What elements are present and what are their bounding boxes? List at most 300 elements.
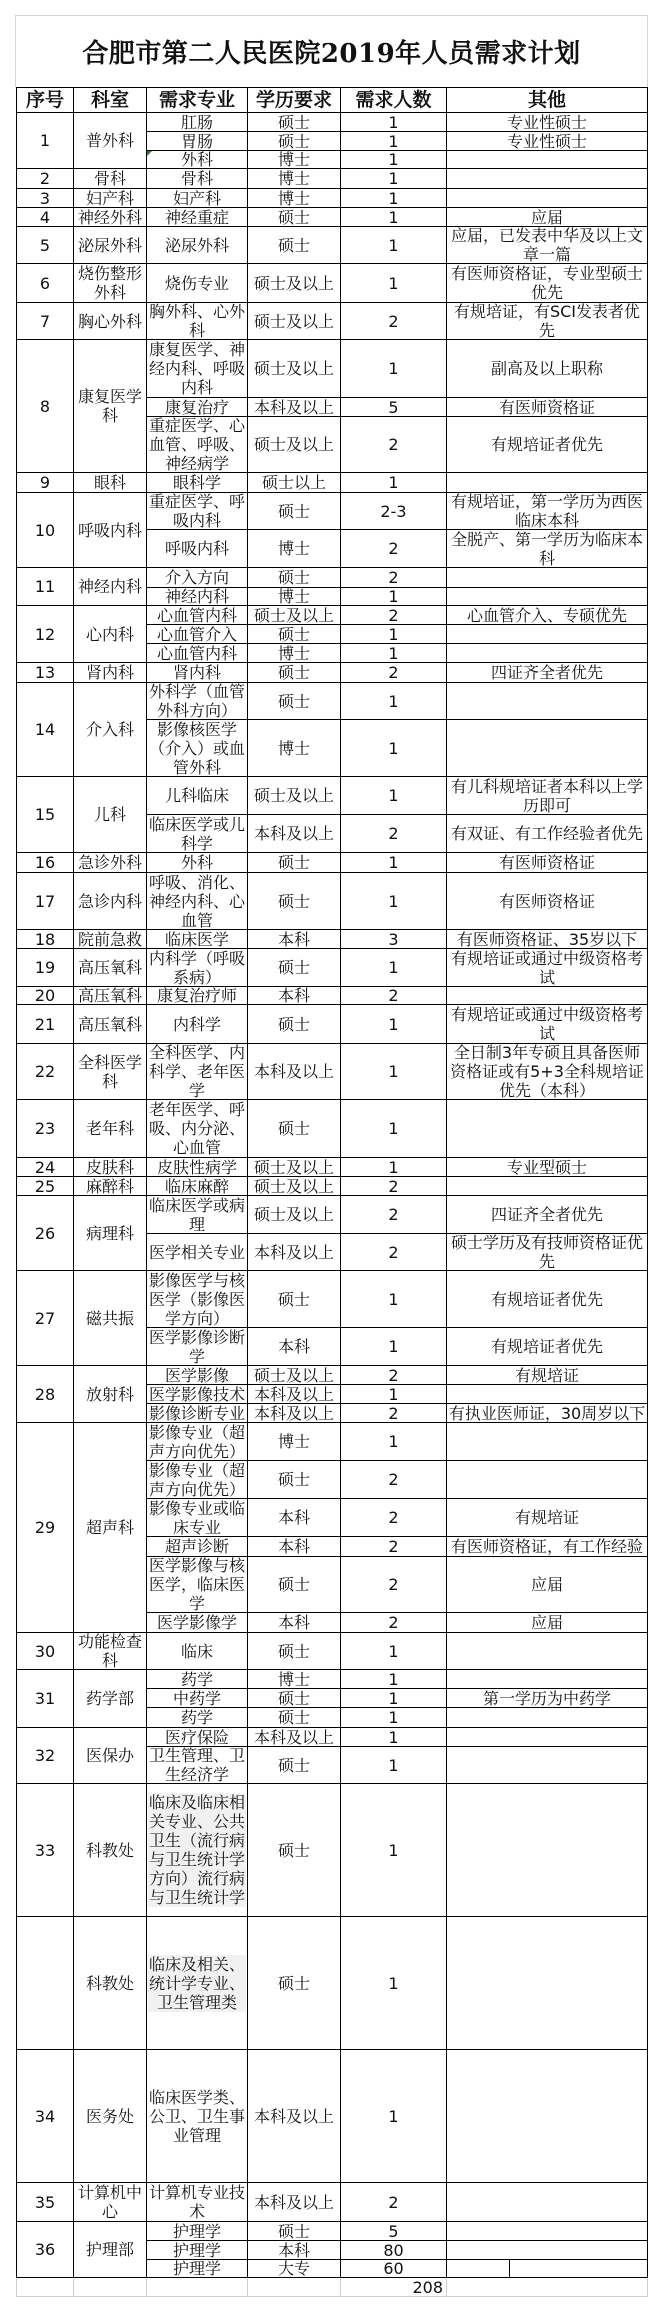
cell-other: 有执业医师证，30周岁以下: [447, 1404, 648, 1423]
cell-major: 心血管内科: [147, 644, 248, 663]
cell-other: 四证齐全者优先: [447, 1196, 648, 1234]
cell-degree: 硕士: [248, 1689, 341, 1708]
cell-major: [147, 151, 248, 169]
cell-major-text: 临床及相关、统计学专业、卫生管理类: [148, 1954, 245, 2012]
cell-degree: 硕士: [248, 625, 341, 644]
cell-degree: 硕士及以上: [248, 1366, 341, 1385]
cell-major: 泌尿外科: [147, 227, 248, 264]
cell-serial-no: 36: [17, 2222, 74, 2278]
cell-degree: 硕士: [248, 1100, 341, 1158]
cell-other: [447, 2222, 648, 2241]
cell-serial-no: 20: [17, 987, 74, 1005]
cell-major: 医学影像: [147, 1366, 248, 1385]
cell-major: 心血管内科: [147, 606, 248, 625]
cell-other: [447, 1633, 648, 1670]
cell-department: 计算机中心: [74, 2183, 147, 2222]
cell-count: 5: [341, 2222, 447, 2241]
cell-serial-no: 33: [17, 1784, 74, 1917]
cell-degree: 硕士及以上: [248, 417, 341, 473]
cell-other: 副高及以上职称: [447, 340, 648, 398]
cell-other: 应届: [447, 1613, 648, 1633]
cell-other: 专业性硕士: [447, 132, 648, 151]
cell-department: 医务处: [74, 2050, 147, 2183]
cell-serial-no: 24: [17, 1158, 74, 1177]
cell-degree: 硕士及以上: [248, 340, 341, 398]
total-count: 208: [341, 2278, 447, 2297]
cell-count: 1: [341, 949, 447, 987]
cell-department: 科教处: [74, 1917, 147, 2050]
cell-major: 医学相关专业: [147, 1234, 248, 1271]
cell-count: 2: [341, 568, 447, 588]
cell-other: 全日制3年专硕且具备医师资格证或有5+3全科规培证优先（本科）: [447, 1044, 648, 1100]
cell-count: 1: [341, 1158, 447, 1177]
cell-degree: 本科: [248, 1328, 341, 1366]
cell-serial-no: 10: [17, 493, 74, 568]
cell-department: 泌尿外科: [74, 227, 147, 264]
cell-count: 2: [341, 1557, 447, 1613]
cell-degree: 博士: [248, 1670, 341, 1689]
cell-serial-no: 21: [17, 1005, 74, 1044]
header-count: 需求人数: [341, 88, 447, 113]
cell-count: 1: [341, 625, 447, 644]
cell-other: 心血管介入、专硕优先: [447, 606, 648, 625]
cell-department: 病理科: [74, 1196, 147, 1271]
cell-serial-no: 2: [17, 169, 74, 189]
cell-major: 老年医学、呼吸、内分泌、心血管: [147, 1100, 248, 1158]
cell-other: 有规培证: [447, 1499, 648, 1537]
cell-other: 有医师资格证: [447, 853, 648, 873]
cell-department: 磁共振: [74, 1271, 147, 1366]
cell-major: 皮肤性病学: [147, 1158, 248, 1177]
cell-degree: 硕士及以上: [248, 1177, 341, 1196]
cell-degree: 硕士: [248, 873, 341, 930]
cell-major: 临床医学类、公卫、卫生事业管理: [147, 2050, 248, 2183]
cell-degree: 本科: [248, 2241, 341, 2260]
cell-major: 神经内科: [147, 588, 248, 606]
cell-count: 1: [341, 1728, 447, 1747]
header-serial-no: 序号: [17, 88, 74, 113]
cell-major: 医学影像诊断学: [147, 1328, 248, 1366]
cell-count: 1: [341, 1708, 447, 1728]
cell-other: 有规培证者优先: [447, 417, 648, 473]
cell-count: 1: [341, 208, 447, 227]
cell-count: 2: [341, 1177, 447, 1196]
cell-other: [447, 1100, 648, 1158]
cell-serial-no: 7: [17, 303, 74, 340]
cell-count: 1: [341, 340, 447, 398]
total-cell-empty: [248, 2278, 341, 2297]
cell-count: 1: [341, 1689, 447, 1708]
cell-other: [447, 2183, 648, 2222]
cell-major: 康复治疗: [147, 398, 248, 417]
cell-other: [447, 720, 648, 777]
cell-degree: 硕士: [248, 1461, 341, 1499]
cell-other: 专业性硕士: [447, 113, 648, 132]
cell-other: [447, 1385, 648, 1404]
cell-degree: 本科及以上: [248, 1728, 341, 1747]
cell-department: 胸心外科: [74, 303, 147, 340]
cell-count: 1: [341, 720, 447, 777]
cell-degree: 本科及以上: [248, 1385, 341, 1404]
cell-count: 1: [341, 1784, 447, 1917]
cell-degree: 硕士及以上: [248, 264, 341, 303]
cell-serial-no: 23: [17, 1100, 74, 1158]
cell-serial-no: 28: [17, 1366, 74, 1423]
cell-count: 1: [341, 1747, 447, 1784]
cell-major: 肛肠: [147, 113, 248, 132]
cell-count: 1: [341, 189, 447, 208]
cell-other: 有医师资格证: [447, 873, 648, 930]
cell-other: [447, 588, 648, 606]
cell-serial-no: 31: [17, 1670, 74, 1728]
cell-count: 2: [341, 1366, 447, 1385]
cell-count: 1: [341, 1328, 447, 1366]
cell-serial-no: 17: [17, 873, 74, 930]
cell-count: 1: [341, 1633, 447, 1670]
cell-degree: 博士: [248, 189, 341, 208]
cell-department: 高压氧科: [74, 1005, 147, 1044]
cell-count: 1: [341, 873, 447, 930]
cell-count: 2: [341, 530, 447, 568]
cell-major: 医疗保险: [147, 1728, 248, 1747]
cell-major: 医学影像技术: [147, 1385, 248, 1404]
cell-other: 全脱产、第一学历为临床本科: [447, 530, 648, 568]
cell-degree: 硕士: [248, 663, 341, 683]
cell-major: 胸外科、心外科: [147, 303, 248, 340]
cell-major: 外科学（血管外科方向）: [147, 683, 248, 720]
cell-department: 护理部: [74, 2222, 147, 2278]
cell-other: 应届，已发表中华及以上文章一篇: [447, 227, 648, 264]
cell-major-text: 外科: [180, 151, 213, 169]
cell-degree: 大专: [248, 2260, 341, 2278]
cell-major: 临床: [147, 1633, 248, 1670]
cell-count: 1: [341, 1385, 447, 1404]
cell-other: [447, 2241, 648, 2260]
cell-major: 眼科学: [147, 473, 248, 493]
cell-other: 有规培证，第一学历为西医临床本科: [447, 493, 648, 530]
cell-other: [447, 987, 648, 1005]
cell-major: 内科学（呼吸系病）: [147, 949, 248, 987]
cell-major: 影像医学与核医学（影像医学方向）: [147, 1271, 248, 1328]
cell-degree: 硕士: [248, 1005, 341, 1044]
cell-degree: 硕士及以上: [248, 777, 341, 815]
cell-degree: 本科: [248, 1537, 341, 1557]
cell-count: 5: [341, 398, 447, 417]
cell-degree: 硕士及以上: [248, 1196, 341, 1234]
cell-other: [447, 1461, 648, 1499]
cell-major-text: 临床及临床相关专业、公共卫生（流行病与卫生统计学方向）流行病与卫生统计学: [148, 1793, 245, 1907]
cell-other: 有医师资格证，专业型硕士优先: [447, 264, 648, 303]
cell-degree: 硕士: [248, 227, 341, 264]
cell-other: [447, 1747, 648, 1784]
cell-serial-no: 25: [17, 1177, 74, 1196]
cell-count: 1: [341, 113, 447, 132]
cell-count: 1: [341, 1044, 447, 1100]
cell-serial-no: 12: [17, 606, 74, 663]
cell-count: 1: [341, 1917, 447, 2050]
cell-major: 临床医学或病理: [147, 1196, 248, 1234]
cell-degree: 本科: [248, 1499, 341, 1537]
cell-serial-no: 3: [17, 189, 74, 208]
cell-degree: 硕士: [248, 2222, 341, 2241]
cell-major: 药学: [147, 1708, 248, 1728]
cell-count: 2: [341, 606, 447, 625]
cell-count: 1: [341, 644, 447, 663]
cell-major: 烧伤专业: [147, 264, 248, 303]
cell-other: 应届: [447, 1557, 648, 1613]
cell-other: 有规培证或通过中级资格考试: [447, 1005, 648, 1044]
cell-major: 药学: [147, 1670, 248, 1689]
cell-degree: 本科: [248, 1613, 341, 1633]
cell-serial-no: [17, 1917, 74, 2050]
cell-other: 有医师资格证，有工作经验: [447, 1537, 648, 1557]
cell-count: 3: [341, 930, 447, 949]
cell-count: 2: [341, 2183, 447, 2222]
cell-count: 1: [341, 1100, 447, 1158]
cell-major: 康复医学、神经内科、呼吸内科: [147, 340, 248, 398]
cell-degree: 博士: [248, 644, 341, 663]
cell-serial-no: 35: [17, 2183, 74, 2222]
cell-department: 眼科: [74, 473, 147, 493]
cell-other: [447, 1177, 648, 1196]
cell-other: [447, 189, 648, 208]
cell-degree: 博士: [248, 151, 341, 169]
cell-serial-no: 13: [17, 663, 74, 683]
cell-other: 四证齐全者优先: [447, 663, 648, 683]
cell-degree: 博士: [248, 530, 341, 568]
cell-major: 重症医学、心血管、呼吸、神经病学: [147, 417, 248, 473]
cell-degree: 博士: [248, 588, 341, 606]
cell-other: 应届: [447, 208, 648, 227]
total-cell-empty: [447, 2278, 648, 2297]
cell-major: 胃肠: [147, 132, 248, 151]
total-cell-empty: [17, 2278, 74, 2297]
cell-count: 80: [341, 2241, 447, 2260]
cell-other: [447, 568, 648, 588]
cell-degree: 硕士: [248, 493, 341, 530]
cell-serial-no: 26: [17, 1196, 74, 1271]
cell-serial-no: 16: [17, 853, 74, 873]
cell-degree: 硕士: [248, 949, 341, 987]
cell-degree: 硕士: [248, 1784, 341, 1917]
cell-department: 高压氧科: [74, 987, 147, 1005]
cell-serial-no: 6: [17, 264, 74, 303]
cell-major: 卫生管理、卫生经济学: [147, 1747, 248, 1784]
cell-count: 1: [341, 777, 447, 815]
cell-degree: 硕士: [248, 1917, 341, 2050]
cell-major: 外科: [147, 853, 248, 873]
cell-major: 呼吸内科: [147, 530, 248, 568]
cell-serial-no: 34: [17, 2050, 74, 2183]
cell-degree: 博士: [248, 1423, 341, 1461]
cell-count: 2: [341, 1461, 447, 1499]
cell-department: 急诊外科: [74, 853, 147, 873]
cell-serial-no: 14: [17, 683, 74, 777]
cell-department: 儿科: [74, 777, 147, 853]
header-other: 其他: [447, 88, 648, 113]
cell-serial-no: 9: [17, 473, 74, 493]
cell-other: [447, 1670, 648, 1689]
cell-serial-no: 18: [17, 930, 74, 949]
cell-degree: 本科: [248, 987, 341, 1005]
cell-major: 中药学: [147, 1689, 248, 1708]
cell-degree: 本科及以上: [248, 815, 341, 853]
cell-major: 儿科临床: [147, 777, 248, 815]
cell-count: 1: [341, 169, 447, 189]
cell-count: 1: [341, 2050, 447, 2183]
cell-major: 康复治疗师: [147, 987, 248, 1005]
cell-other: 有规培证者优先: [447, 1271, 648, 1328]
cell-count: 2: [341, 1613, 447, 1633]
cell-count: 2-3: [341, 493, 447, 530]
cell-count: 2: [341, 1537, 447, 1557]
cell-count: 2: [341, 987, 447, 1005]
cell-degree: 本科及以上: [248, 1404, 341, 1423]
cell-other: 专业型硕士: [447, 1158, 648, 1177]
cell-other: [447, 1917, 648, 2050]
cell-department: 神经外科: [74, 208, 147, 227]
cell-serial-no: 19: [17, 949, 74, 987]
cell-department: 普外科: [74, 113, 147, 169]
cell-department: 老年科: [74, 1100, 147, 1158]
cell-degree: 硕士: [248, 208, 341, 227]
cell-department: 肾内科: [74, 663, 147, 683]
cell-degree: 本科及以上: [248, 1234, 341, 1271]
cell-major: [147, 1784, 248, 1917]
cell-other: 有规培证，有SCI发表者优先: [447, 303, 648, 340]
cell-other: 有医师资格证、35岁以下: [447, 930, 648, 949]
cell-major: 影像核医学（介入）或血管外科: [147, 720, 248, 777]
cell-department: 骨科: [74, 169, 147, 189]
cell-count: 1: [341, 151, 447, 169]
cell-count: 2: [341, 1404, 447, 1423]
cell-count: 1: [341, 1423, 447, 1461]
cell-serial-no: 8: [17, 340, 74, 473]
total-row: [16, 2278, 648, 2297]
cell-other: [447, 1423, 648, 1461]
cell-other: [447, 473, 648, 493]
cell-major: 介入方向: [147, 568, 248, 588]
cell-department: 急诊内科: [74, 873, 147, 930]
cell-serial-no: 30: [17, 1633, 74, 1670]
cell-other: [447, 644, 648, 663]
cell-other: 有规培证: [447, 1366, 648, 1385]
cell-other: 有规培证或通过中级资格考试: [447, 949, 648, 987]
cell-department: 药学部: [74, 1670, 147, 1728]
cell-degree: 硕士: [248, 1557, 341, 1613]
cell-department: 介入科: [74, 683, 147, 777]
cell-count: 1: [341, 588, 447, 606]
header-major: 需求专业: [147, 88, 248, 113]
cell-other: 第一学历为中药学: [447, 1689, 648, 1708]
cell-major: 医学影像与核医学，临床医学: [147, 1557, 248, 1613]
cell-department: 超声科: [74, 1423, 147, 1633]
cell-major: 影像专业（超声方向优先）: [147, 1423, 248, 1461]
cell-major: 心血管介入: [147, 625, 248, 644]
cell-degree: 硕士: [248, 1633, 341, 1670]
cell-major: 内科学: [147, 1005, 248, 1044]
cell-major: 肾内科: [147, 663, 248, 683]
cell-major: 护理学: [147, 2222, 248, 2241]
cell-other: 有规培证者优先: [447, 1328, 648, 1366]
cell-count: 1: [341, 227, 447, 264]
stray-border-line: [509, 2260, 510, 2277]
cell-degree: 硕士及以上: [248, 1158, 341, 1177]
cell-other: [447, 1708, 648, 1728]
cell-degree: 本科及以上: [248, 1044, 341, 1100]
cell-count: 2: [341, 1499, 447, 1537]
cell-count: 1: [341, 264, 447, 303]
cell-serial-no: 29: [17, 1423, 74, 1633]
cell-count: 1: [341, 1005, 447, 1044]
cell-other: [447, 169, 648, 189]
cell-major: 影像专业（超声方向优先）: [147, 1461, 248, 1499]
cell-degree: 本科: [248, 930, 341, 949]
cell-degree: 硕士及以上: [248, 303, 341, 340]
cell-other: [447, 625, 648, 644]
cell-major: 影像诊断专业: [147, 1404, 248, 1423]
cell-serial-no: 11: [17, 568, 74, 606]
cell-degree: 硕士以上: [248, 473, 341, 493]
cell-major: 神经重症: [147, 208, 248, 227]
cell-other: 硕士学历及有技师资格证优先: [447, 1234, 648, 1271]
recruitment-table: [16, 87, 648, 2278]
cell-degree: 本科及以上: [248, 2050, 341, 2183]
cell-department: 麻醉科: [74, 1177, 147, 1196]
cell-department: 烧伤整形外科: [74, 264, 147, 303]
cell-other: [447, 1728, 648, 1747]
page-title: 合肥市第二人民医院2019年人员需求计划: [15, 15, 648, 87]
cell-department: 放射科: [74, 1366, 147, 1423]
cell-department: 妇产科: [74, 189, 147, 208]
cell-degree: 硕士: [248, 1747, 341, 1784]
cell-count: 2: [341, 303, 447, 340]
cell-major: 骨科: [147, 169, 248, 189]
cell-major: 重症医学、呼吸内科: [147, 493, 248, 530]
cell-other: [447, 151, 648, 169]
cell-other: [447, 2050, 648, 2183]
cell-other: [447, 2260, 648, 2278]
cell-degree: 本科及以上: [248, 398, 341, 417]
header-department: 科室: [74, 88, 147, 113]
cell-count: 1: [341, 683, 447, 720]
cell-department: 功能检查科: [74, 1633, 147, 1670]
cell-department: 康复医学科: [74, 340, 147, 473]
cell-degree: 博士: [248, 169, 341, 189]
cell-major: 护理学: [147, 2241, 248, 2260]
cell-major: 全科医学、内科学、老年医学: [147, 1044, 248, 1100]
cell-major: 临床医学: [147, 930, 248, 949]
cell-department: 皮肤科: [74, 1158, 147, 1177]
cell-other: [447, 683, 648, 720]
cell-department: 全科医学科: [74, 1044, 147, 1100]
cell-degree: 硕士: [248, 1708, 341, 1728]
cell-department: 呼吸内科: [74, 493, 147, 568]
cell-major: 妇产科: [147, 189, 248, 208]
cell-count: 1: [341, 1271, 447, 1328]
cell-major: 影像专业或临床专业: [147, 1499, 248, 1537]
cell-other: 有双证、有工作经验者优先: [447, 815, 648, 853]
cell-degree: 硕士: [248, 568, 341, 588]
cell-major: 临床医学或儿科学: [147, 815, 248, 853]
cell-degree: 硕士: [248, 1271, 341, 1328]
cell-degree: 硕士: [248, 113, 341, 132]
cell-count: 1: [341, 1670, 447, 1689]
cell-serial-no: 5: [17, 227, 74, 264]
cell-degree: 硕士及以上: [248, 606, 341, 625]
cell-serial-no: 22: [17, 1044, 74, 1100]
cell-serial-no: 32: [17, 1728, 74, 1784]
